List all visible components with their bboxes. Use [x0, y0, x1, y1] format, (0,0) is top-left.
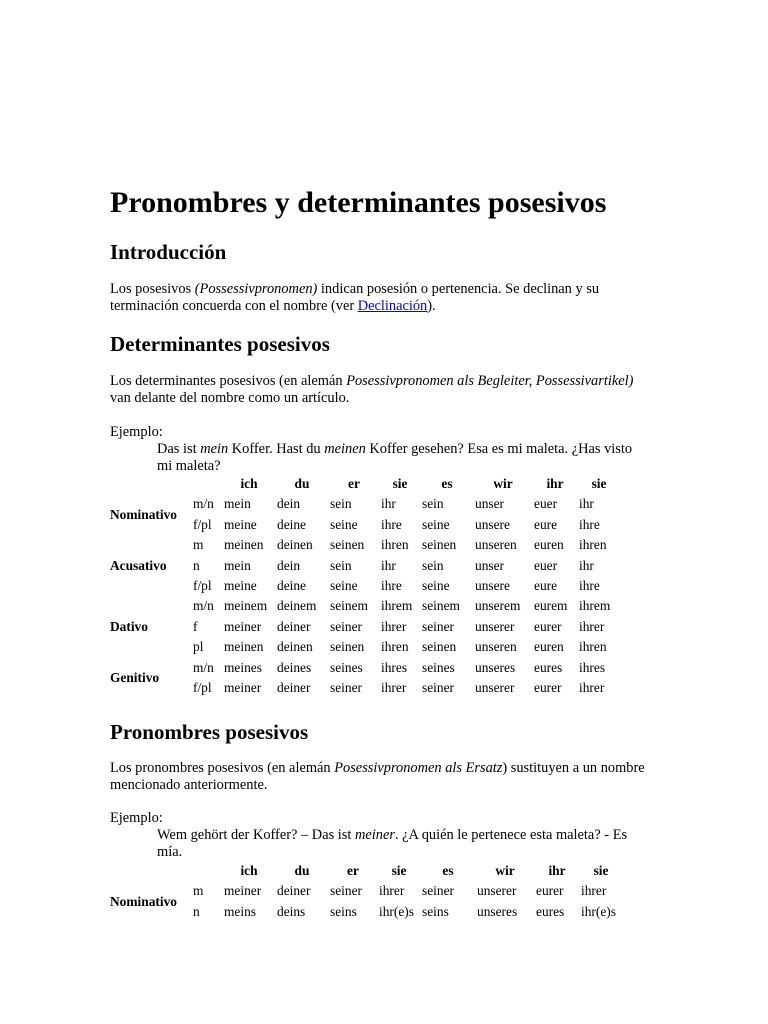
pronombres-table: [110, 861, 624, 922]
table-cell: meiner: [224, 883, 262, 899]
det-ex-3: Koffer gesehen? Esa es mi maleta. ¿Has visto mi maleta?: [157, 441, 633, 474]
table-cell: ihrem: [381, 598, 413, 614]
table-cell: seiner: [330, 618, 362, 634]
gender-label: m: [193, 883, 204, 899]
column-header: sie: [591, 476, 607, 491]
gender-label: f/pl: [193, 578, 212, 594]
intro-text-2: indican posesión o pertenencia. Se declinan y su terminación concuerda con el nombre (ver: [110, 281, 600, 314]
case-label: Nominativo: [110, 893, 177, 909]
det-ex-2: Koffer. Hast du: [228, 441, 325, 457]
table-cell: seine: [422, 516, 450, 532]
table-cell: eurer: [534, 618, 562, 634]
gender-label: f/pl: [193, 680, 212, 696]
det-text-1: Los determinantes posesivos (en alemán: [110, 373, 347, 389]
table-cell: ihre: [381, 578, 402, 594]
table-cell: sein: [422, 557, 444, 573]
table-cell: deine: [277, 578, 306, 594]
table-cell: seines: [330, 659, 363, 675]
pro-ex-1: Wem gehört der Koffer? – Das ist: [157, 827, 355, 843]
pronombres-paragraph: [110, 760, 650, 794]
table-cell: seine: [422, 578, 450, 594]
table-cell: eure: [534, 578, 558, 594]
intro-paragraph: [110, 281, 650, 315]
table-cell: seinen: [422, 537, 457, 553]
table-cell: sein: [422, 496, 444, 512]
table-cell: unser: [475, 557, 505, 573]
pro-example-label: Ejemplo:: [110, 810, 163, 826]
table-cell: eurer: [536, 883, 564, 899]
table-cell: seinen: [330, 537, 365, 553]
gender-label: pl: [193, 639, 204, 655]
table-cell: seins: [330, 903, 357, 919]
pro-text-1: Los pronombres posesivos (en alemán: [110, 760, 335, 776]
table-header-row: [110, 861, 624, 881]
table-cell: ihrem: [579, 598, 611, 614]
table-row: [110, 881, 624, 901]
table-cell: ihrer: [381, 618, 407, 634]
table-row: [110, 596, 622, 616]
column-header: es: [441, 476, 453, 491]
table-cell: seinem: [330, 598, 368, 614]
column-header: wir: [495, 863, 515, 878]
table-cell: ihrer: [381, 680, 407, 696]
table-cell: ihrer: [579, 618, 605, 634]
det-text-2: van delante del nombre como un artículo.: [110, 390, 350, 406]
table-cell: euer: [534, 496, 558, 512]
case-label: Acusativo: [110, 557, 167, 573]
table-cell: ihres: [381, 659, 408, 675]
table-cell: seiner: [422, 618, 454, 634]
table-cell: deiner: [277, 618, 311, 634]
table-cell: seiner: [422, 883, 454, 899]
column-header: er: [347, 863, 359, 878]
table-cell: unseren: [475, 537, 517, 553]
table-cell: ihr: [579, 557, 594, 573]
table-cell: seins: [422, 903, 449, 919]
table-cell: eurem: [534, 598, 568, 614]
table-cell: unseres: [475, 659, 516, 675]
table-cell: meins: [224, 903, 256, 919]
det-ex-i2: meinen: [324, 441, 366, 457]
declinacion-link[interactable]: Declinación: [357, 298, 428, 314]
column-header: sie: [391, 863, 407, 878]
table-cell: seinem: [422, 598, 460, 614]
column-header: ich: [240, 863, 258, 878]
table-cell: unseres: [477, 903, 518, 919]
table-cell: meine: [224, 516, 257, 532]
column-header: ihr: [548, 863, 566, 878]
table-cell: deinen: [277, 639, 313, 655]
gender-label: m/n: [193, 659, 214, 675]
column-header: es: [442, 863, 454, 878]
table-cell: ihr(e)s: [581, 903, 616, 919]
intro-text-italic: (Possessivpronomen): [194, 281, 318, 297]
table-cell: ihr(e)s: [379, 903, 414, 919]
determinantes-table: [110, 474, 622, 698]
gender-label: n: [193, 557, 200, 573]
table-cell: ihre: [579, 578, 600, 594]
table-cell: unserer: [475, 618, 515, 634]
table-cell: sein: [330, 557, 352, 573]
table-cell: euer: [534, 557, 558, 573]
table-cell: deins: [277, 903, 306, 919]
section-heading-introduccion: Introducción: [110, 240, 227, 264]
gender-label: m/n: [193, 598, 214, 614]
intro-text-3: ).: [427, 298, 436, 314]
section-heading-determinantes: Determinantes posesivos: [110, 332, 330, 356]
table-cell: deiner: [277, 883, 311, 899]
det-example-quote: [157, 441, 647, 475]
gender-label: f: [193, 618, 198, 634]
table-cell: unser: [475, 496, 505, 512]
table-cell: euren: [534, 537, 564, 553]
table-cell: ihrer: [581, 883, 607, 899]
table-row: [110, 658, 622, 678]
table-cell: ihr: [579, 496, 594, 512]
intro-text-1: Los posesivos: [110, 281, 195, 297]
column-header: du: [294, 863, 310, 878]
case-label: Genitivo: [110, 669, 160, 685]
table-row: [110, 535, 622, 555]
gender-label: m: [193, 537, 204, 553]
pro-example-quote: [157, 827, 652, 861]
table-cell: deine: [277, 516, 306, 532]
table-cell: deines: [277, 659, 312, 675]
det-ex-1: Das ist: [157, 441, 201, 457]
case-label: Nominativo: [110, 506, 177, 522]
det-example-label: Ejemplo:: [110, 424, 163, 440]
gender-label: m/n: [193, 496, 214, 512]
table-cell: deinem: [277, 598, 317, 614]
section-heading-pronombres: Pronombres posesivos: [110, 720, 309, 744]
determinantes-paragraph: [110, 373, 650, 407]
table-header-row: [110, 474, 622, 494]
table-cell: sein: [330, 496, 352, 512]
column-header: sie: [392, 476, 408, 491]
table-cell: eures: [534, 659, 563, 675]
table-cell: unsere: [475, 578, 510, 594]
gender-label: f/pl: [193, 516, 212, 532]
table-cell: dein: [277, 557, 301, 573]
table-cell: meines: [224, 659, 262, 675]
table-cell: unseren: [475, 639, 517, 655]
table-cell: seiner: [330, 883, 362, 899]
column-header: ich: [240, 476, 258, 491]
column-header: du: [294, 476, 310, 491]
det-ex-i1: mein: [200, 441, 229, 457]
table-cell: ihr: [381, 557, 396, 573]
table-cell: seine: [330, 578, 358, 594]
table-cell: dein: [277, 496, 301, 512]
table-cell: euren: [534, 639, 564, 655]
table-cell: seinen: [330, 639, 365, 655]
table-cell: ihre: [579, 516, 600, 532]
table-cell: seiner: [422, 680, 454, 696]
table-cell: seiner: [330, 680, 362, 696]
table-cell: deiner: [277, 680, 311, 696]
header-spacer: [193, 861, 224, 881]
table-cell: meine: [224, 578, 257, 594]
table-cell: meinen: [224, 639, 264, 655]
table-cell: eurer: [534, 680, 562, 696]
table-cell: seine: [330, 516, 358, 532]
table-cell: ihre: [381, 516, 402, 532]
table-cell: ihr: [381, 496, 396, 512]
table-cell: seinen: [422, 639, 457, 655]
table-cell: ihrer: [379, 883, 405, 899]
column-header: er: [348, 476, 360, 491]
table-cell: seines: [422, 659, 455, 675]
pro-ex-2: . ¿A quién le pertenece esta maleta? - Es mía.: [157, 827, 628, 860]
table-cell: ihrer: [579, 680, 605, 696]
column-header: wir: [493, 476, 513, 491]
table-cell: unserer: [475, 680, 515, 696]
pro-text-2: ) sustituyen a un nombre mencionado anteriormente.: [110, 760, 645, 793]
table-cell: eures: [536, 903, 565, 919]
table-cell: eure: [534, 516, 558, 532]
table-cell: unsere: [475, 516, 510, 532]
table-cell: meiner: [224, 680, 262, 696]
table-cell: deinen: [277, 537, 313, 553]
pro-text-italic: Posessivpronomen als Ersatz: [334, 760, 503, 776]
table-cell: ihren: [381, 537, 409, 553]
table-cell: ihren: [579, 537, 607, 553]
table-cell: mein: [224, 557, 251, 573]
table-cell: ihren: [381, 639, 409, 655]
table-cell: meinem: [224, 598, 268, 614]
pro-ex-i1: meiner: [354, 827, 395, 843]
table-cell: unserer: [477, 883, 517, 899]
table-row: [110, 494, 622, 514]
column-header: sie: [593, 863, 609, 878]
case-label: Dativo: [110, 618, 148, 634]
header-spacer: [110, 861, 193, 881]
table-cell: ihres: [579, 659, 606, 675]
gender-label: n: [193, 903, 200, 919]
header-spacer: [110, 474, 193, 494]
table-cell: mein: [224, 496, 251, 512]
column-header: ihr: [546, 476, 564, 491]
page-title: Pronombres y determinantes posesivos: [110, 186, 607, 219]
table-cell: meiner: [224, 618, 262, 634]
det-text-italic: Posessivpronomen als Begleiter, Possessivartikel): [346, 373, 634, 389]
table-cell: meinen: [224, 537, 264, 553]
table-cell: unserem: [475, 598, 521, 614]
header-spacer: [193, 474, 224, 494]
table-cell: ihren: [579, 639, 607, 655]
